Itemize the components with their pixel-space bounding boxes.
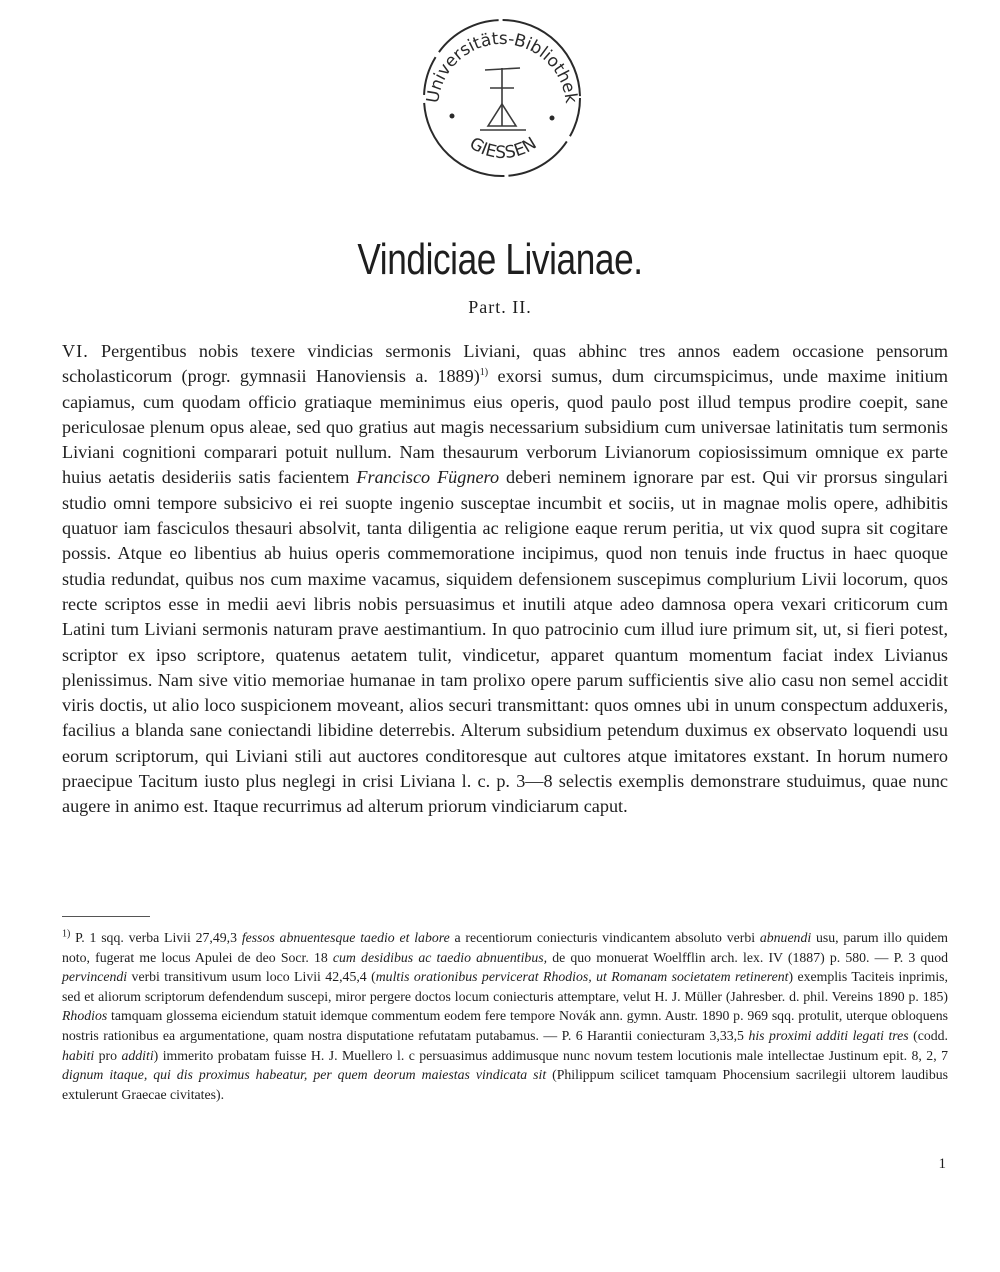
footnote xyxy=(62,928,948,1104)
stamp-emblem-icon xyxy=(480,68,526,130)
footnote-text: (Philippum scilicet tamquam Phocensium sacrilegii ultorem laudibus extulerunt Graecae civitates). xyxy=(62,1067,948,1102)
section-number: VI. xyxy=(62,341,89,361)
footnote-reference[interactable]: 1) xyxy=(479,367,489,379)
footnote-text: usu, parum illo quidem noto, fugerat me locus Apulei de deo Socr. 18 xyxy=(62,930,948,965)
library-stamp xyxy=(410,8,590,184)
footnote-citation: fessos abnuentesque taedio et labore xyxy=(241,930,450,945)
footnote-text: verbi transitivum usum loco Livii 42,45,4 ( xyxy=(127,969,376,985)
body-text-part-2: exorsi sumus, dum circumspicimus, unde maxime initium capiamus, cum quodam officio gratiaque meminimus eius operis, quod paulo post illud tempus prodire coepit, sane periculosae plenum opus aleae, sed quo gratius aut magis necessarium subsidium cum universae latinitatis tum sermonis Liviani cognitioni comparari potuit nullum. Nam thesaurum verborum Livianorum copiosissimum omnique ex parte huius aetatis desideriis satis facientem xyxy=(62,366,948,488)
footnote-citation: dignum itaque, qui dis proximus habeatur, per quem deorum maiestas vindicata sit xyxy=(62,1067,547,1083)
footnote-text: ) immerito probatam fuisse H. J. Muellero l. c persuasimus addimusque nunc novum testem locutionis male intellectae Justinum epit. 8, 2, 7 xyxy=(153,1047,948,1063)
body-text-part-1: Pergentibus nobis texere vindicias sermonis Liviani, quas abhinc tres annos eadem occasione pensorum scholasticorum (progr. gymnasii Hanoviensis a. 1889) xyxy=(62,341,948,387)
footnote-citation: cum desidibus ac taedio abnuentibus, xyxy=(332,949,548,965)
footnote-citation: abnuendi xyxy=(759,930,812,945)
footnote-mark: 1) xyxy=(62,928,71,940)
footnote-citation: pervincendi xyxy=(62,969,128,985)
footnote-citation: Rhodios xyxy=(62,1008,108,1024)
footnote-citation: multis orationibus pervicerat Rhodios, ut Romanam societatem retinerent xyxy=(375,969,789,985)
author-name: Francisco Fügnero xyxy=(356,467,500,488)
stamp-top-text: Universitäts-Bibliothek xyxy=(423,28,581,105)
stamp-dot-right xyxy=(550,116,555,121)
footnote-citation: his proximi additi legati tres xyxy=(748,1027,909,1043)
body-paragraph xyxy=(62,339,948,820)
stamp-dot-left xyxy=(450,114,455,119)
footnote-text: ) exemplis Taciteis inprimis, sed et aliorum scriptorum defendendum suscepi, miror pergere doctos locum coniecturis attemptare, velut H. J. Müller (Jahresber. d. phil. Vereins 1890 p. 185) xyxy=(62,969,948,1004)
footnote-citation: additi xyxy=(121,1047,154,1063)
stamp-graphic xyxy=(410,8,590,184)
body-text-part-3: deberi neminem ignorare par est. Qui vir prorsus singulari studio omni tempore subsicivo ei rei suopte ingenio susceptae incumbit et sociis, ut in magnae molis opere, adhibitis quatuor iam fasciculos thesauri absolvit, tanta diligentia ac religione eaque rerum peritia, ut vix quod supra sit cogitare possis. Atque eo libentius ab huius operis commemoratione incipimus, quod non tenuis inde fructus in haec quoque studia redundat, quibus nos cum maxime vacamus, siquidem defensionem suscepimus complurium Livii locorum, quos recte scriptos esse in medii aevi libris nobis persuasimus et inutili atque adeo damnosa opera vexari criticorum cum Latini tum Liviani sermonis naturam prave aestimantium. In quo patrocinio cum illud iure primum sit, ut, si fieri potest, scriptor ex ipso scriptore, quatenus aetatem tulit, vindicetur, apparet quantum momentum faciat index Livianus plenissimus. Nam sive vitio memoriae humanae in tam prolixo opere parum sufficientis sive alio casu non semel accidit viris doctis, ut alio loco suspicionem moveant, alios securi transmittant: quos omnes ubi in unum conspectum adduxeris, facilius a blanda sane coniectandi libidine deterrebis. Alterum subsidium petendum duximus ex observato loquendi usu eorum scriptorum, qui Liviani stili aut auctores conditoresque aut cultores atque imitatores exstant. In horum numero praecipue Tacitum iusto plus neglegi in crisi Liviana l. c. p. 3—8 selectis exemplis demonstrare studuimus, quae nunc augere in animo est. Itaque recurrimus ad alterum priorum vindiciarum caput. xyxy=(62,467,948,817)
page-title: Vindiciae Livianae. xyxy=(357,235,643,284)
footnote-text: pro xyxy=(94,1047,122,1063)
footnote-citation: habiti xyxy=(62,1047,95,1063)
footnote-text: P. 1 sqq. verba Livii 27,49,3 xyxy=(70,930,242,945)
page-number: 1 xyxy=(938,1156,946,1172)
stamp-bottom-text: GIESSEN xyxy=(465,133,541,164)
page-subtitle: Part. II. xyxy=(468,297,532,317)
footnote-text: tamquam glossema eiciendum statuit idemque commentum eodem fere tempore Novák ann. gymn. Austr. 1890 p. 969 sqq. protulit, uterque obloquens nostris rationibus ea argumentatione, quam nostra disputatione refutatam putabamus. — P. 6 Harantii coniecturam 3,33,5 xyxy=(62,1008,948,1043)
footnote-divider xyxy=(62,916,150,917)
footnote-text: de quo monuerat Woelfflin arch. lex. IV (1887) p. 580. — P. 3 quod xyxy=(547,949,948,965)
footnote-text: (codd. xyxy=(908,1027,948,1043)
footnote-text: a recentiorum coniecturis vindicantem absoluto verbi xyxy=(449,930,760,945)
